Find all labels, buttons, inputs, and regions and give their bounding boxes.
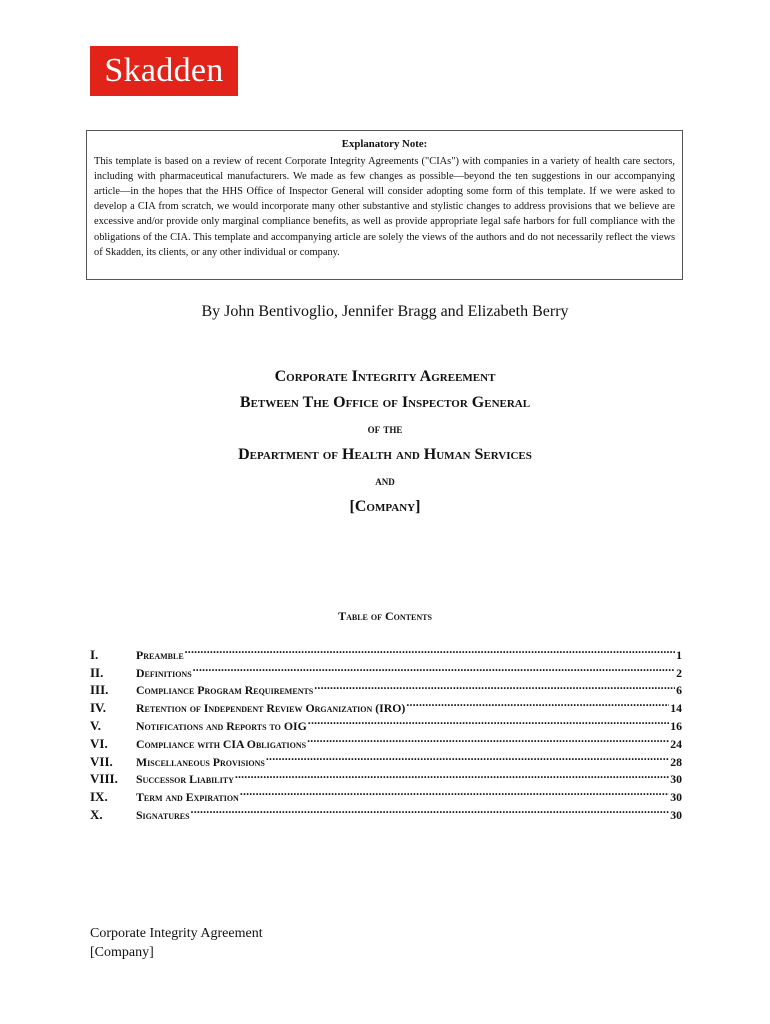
heading-line-2: Between The Office of Inspector General xyxy=(239,394,531,411)
note-body: This template is based on a review of recent Corporate Integrity Agreements ("CIAs") with companies in a variety of health care sectors, including with pharmaceutical manufacturers. We made as few changes as possible—beyond the ten suggestions in our accompanying article—in the hopes that the HHS Office of Inspector General will consider adopting some form of this template. If we were asked to develop a CIA from scratch, we would incorporate many other substantive and stylistic changes to address provisions that we believe are excessive and/or provide only marginal compliance benefits, as well as provide appropriate legal safe harbors for full compliance with the obligations of the CIA. This template and accompanying article are solely the views of the authors and do not necessarily reflect the views of Skadden, its clients, or any other individual or company. xyxy=(94,156,675,258)
toc-page: 2 xyxy=(676,665,682,680)
toc-number: IX. xyxy=(90,789,108,805)
toc-leader xyxy=(406,694,669,712)
toc-number: IV. xyxy=(90,700,107,716)
heading-line-3: of the xyxy=(367,421,403,436)
heading-line-5: and xyxy=(375,473,395,488)
toc-label: Notifications and Reports to OIG xyxy=(136,718,307,733)
toc-page: 30 xyxy=(670,772,682,787)
toc-page: 16 xyxy=(670,718,682,733)
toc-leader xyxy=(191,801,670,819)
toc-number: V. xyxy=(90,717,101,733)
toc-leader xyxy=(314,677,675,695)
toc-leader xyxy=(185,641,675,659)
heading-line-1: Corporate Integrity Agreement xyxy=(274,368,496,385)
toc-label: Preamble xyxy=(136,647,184,662)
toc-label: Retention of Independent Review Organization (IRO) xyxy=(136,701,406,716)
table-of-contents xyxy=(90,641,682,822)
toc-label: Definitions xyxy=(136,665,192,680)
toc-page: 30 xyxy=(670,790,682,805)
toc-label: Signatures xyxy=(136,807,190,822)
authors-line: By John Bentivoglio, Jennifer Bragg and Elizabeth Berry xyxy=(201,303,569,320)
toc-page: 1 xyxy=(676,647,682,662)
toc-label: Compliance Program Requirements xyxy=(136,683,314,698)
explanatory-note-box xyxy=(86,130,683,280)
agreement-heading xyxy=(0,366,770,522)
page-footer xyxy=(90,924,263,962)
logo-text: Skadden xyxy=(104,52,224,89)
toc-label: Successor Liability xyxy=(136,772,234,787)
toc-number: X. xyxy=(90,806,103,822)
toc-number: III. xyxy=(90,682,109,698)
toc-leader xyxy=(266,748,669,766)
toc-leader xyxy=(240,783,669,801)
toc-number: II. xyxy=(90,664,104,680)
toc-leader xyxy=(193,659,675,677)
toc-label: Term and Expiration xyxy=(136,790,239,805)
toc-leader xyxy=(307,730,669,748)
toc-entry-preamble[interactable] xyxy=(90,641,682,662)
toc-page: 6 xyxy=(676,683,682,698)
toc-title: Table of Contents xyxy=(338,609,432,623)
note-title: Explanatory Note: xyxy=(341,138,428,150)
toc-page: 28 xyxy=(670,754,682,769)
toc-page: 14 xyxy=(670,701,682,716)
toc-page: 24 xyxy=(670,736,682,751)
toc-leader xyxy=(235,766,669,784)
skadden-logo xyxy=(90,46,238,96)
toc-number: VII. xyxy=(90,753,113,769)
toc-leader xyxy=(308,712,669,730)
toc-page: 30 xyxy=(670,807,682,822)
footer-line-1: Corporate Integrity Agreement xyxy=(90,926,263,941)
toc-number: VI. xyxy=(90,735,108,751)
heading-line-4: Department of Health and Human Services xyxy=(238,446,532,463)
toc-number: VIII. xyxy=(90,771,118,787)
toc-number: I. xyxy=(90,646,99,662)
footer-line-2: [Company] xyxy=(90,945,154,960)
heading-line-6: [Company] xyxy=(349,498,421,515)
toc-label: Miscellaneous Provisions xyxy=(136,754,265,769)
toc-label: Compliance with CIA Obligations xyxy=(136,736,307,751)
